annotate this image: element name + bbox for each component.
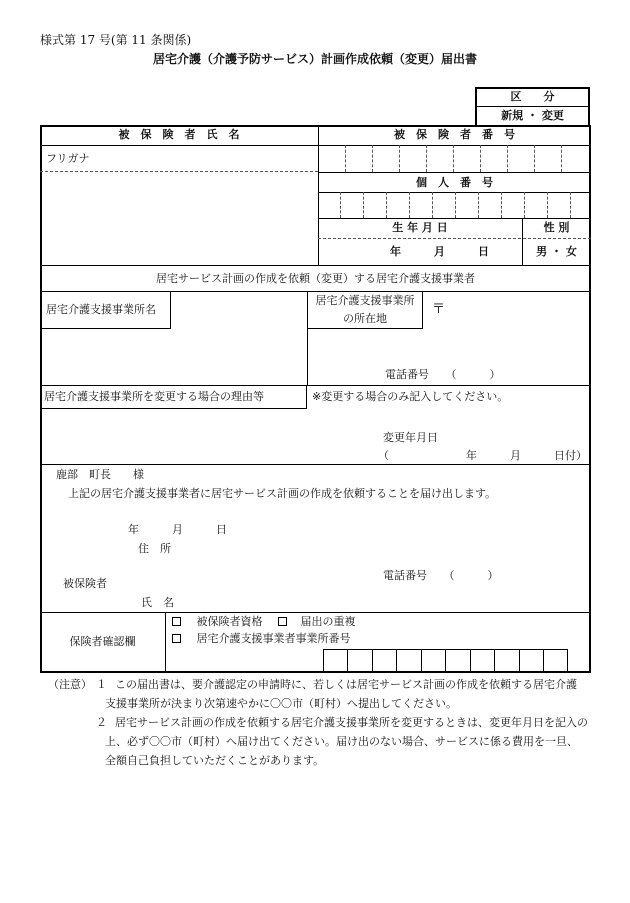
furigana-label: フリガナ (46, 152, 90, 165)
gender-header: 性 別 (543, 221, 570, 234)
insurer-check-row-2 (172, 632, 351, 646)
birthdate-header: 生 年 月 日 (392, 221, 448, 234)
change-date-field[interactable]: （ 年 月 日付） (378, 449, 587, 462)
insured-qualification-label: 被保険者資格 (196, 615, 263, 628)
insured-qualification-checkbox[interactable] (172, 617, 181, 626)
provider-section-title: 居宅サービス計画の作成を依頼（変更）する居宅介護支援事業者 (156, 272, 475, 285)
declarant-name-field[interactable] (185, 592, 575, 612)
insurer-check-row-1 (172, 615, 356, 629)
office-name-label: 居宅介護支援事業所名 (46, 303, 156, 316)
insured-number-header: 被 保 険 者 番 号 (394, 128, 515, 141)
insured-name-header: 被 保 険 者 氏 名 (118, 128, 240, 141)
postal-mark: 〒 (432, 302, 446, 317)
address-label: 住 所 (138, 542, 171, 555)
duplicate-submission-label: 届出の重複 (300, 615, 356, 628)
office-address-field[interactable] (448, 298, 586, 358)
address-field[interactable] (185, 538, 575, 560)
note-1-line-2: 支援事業所が決まり次第速やかに〇〇市（町村）へ提出してください。 (105, 697, 457, 710)
category-label: 区 分 (510, 90, 555, 103)
declarant-phone-field[interactable]: 電話番号 （ ） (383, 569, 499, 582)
office-phone-field[interactable]: 電話番号 （ ） (385, 368, 501, 381)
declaration-date-field[interactable]: 年 月 日 (128, 523, 227, 536)
form-number: 様式第 17 号(第 11 条関係) (40, 33, 192, 47)
note-1-number: １ (96, 678, 107, 691)
personal-number-field[interactable] (318, 192, 591, 218)
note-1-line-1: この届出書は、要介護認定の申請時に、若しくは居宅サービス計画の作成を依頼する居宅介護 (115, 678, 577, 691)
office-name-field[interactable] (44, 333, 302, 381)
office-address-label-1: 居宅介護支援事業所 (315, 294, 415, 307)
note-2-line-2: 上、必ず〇〇市（町村）へ届け出てください。届け出のない場合、サービスに係る費用を一旦、 (105, 735, 578, 748)
change-date-label: 変更年月日 (383, 431, 438, 444)
birthdate-field[interactable]: 年 月 日 (390, 245, 489, 258)
insured-number-field[interactable] (318, 145, 591, 172)
insurer-check-label: 保険者確認欄 (69, 635, 136, 648)
note-2-line-1: 居宅サービス計画の作成を依頼する居宅介護支援事業所を変更するときは、変更年月日を記入の (115, 716, 588, 729)
office-number-label: 居宅介護支援事業者事業所番号 (196, 632, 351, 645)
notes-prefix: （注意） (48, 678, 92, 691)
insured-name-field[interactable] (44, 175, 314, 263)
addressee: 鹿部 町長 様 (56, 468, 144, 481)
page-title: 居宅介護（介護予防サービス）計画作成依頼（変更）届出書 (152, 52, 477, 66)
office-address-label-2: の所在地 (343, 312, 387, 325)
furigana-field[interactable] (120, 148, 312, 168)
declaration-statement: 上記の居宅介護支援事業者に居宅サービス計画の作成を依頼することを届け出します。 (68, 487, 497, 500)
office-number-checkbox[interactable] (172, 634, 181, 643)
name-label: 氏 名 (141, 596, 174, 609)
note-2-line-3: 全額自己負担していただくことがあります。 (105, 754, 325, 767)
category-options[interactable]: 新規 ・ 変更 (501, 109, 564, 122)
personal-number-header: 個 人 番 号 (416, 176, 493, 189)
duplicate-submission-checkbox[interactable] (278, 617, 287, 626)
insured-label: 被保険者 (63, 577, 107, 590)
reason-note: ※変更する場合のみ記入してください。 (312, 390, 509, 403)
note-2-number: ２ (96, 716, 107, 729)
reason-label: 居宅介護支援事業所を変更する場合の理由等 (44, 390, 264, 403)
gender-options[interactable]: 男 ・ 女 (536, 245, 577, 258)
